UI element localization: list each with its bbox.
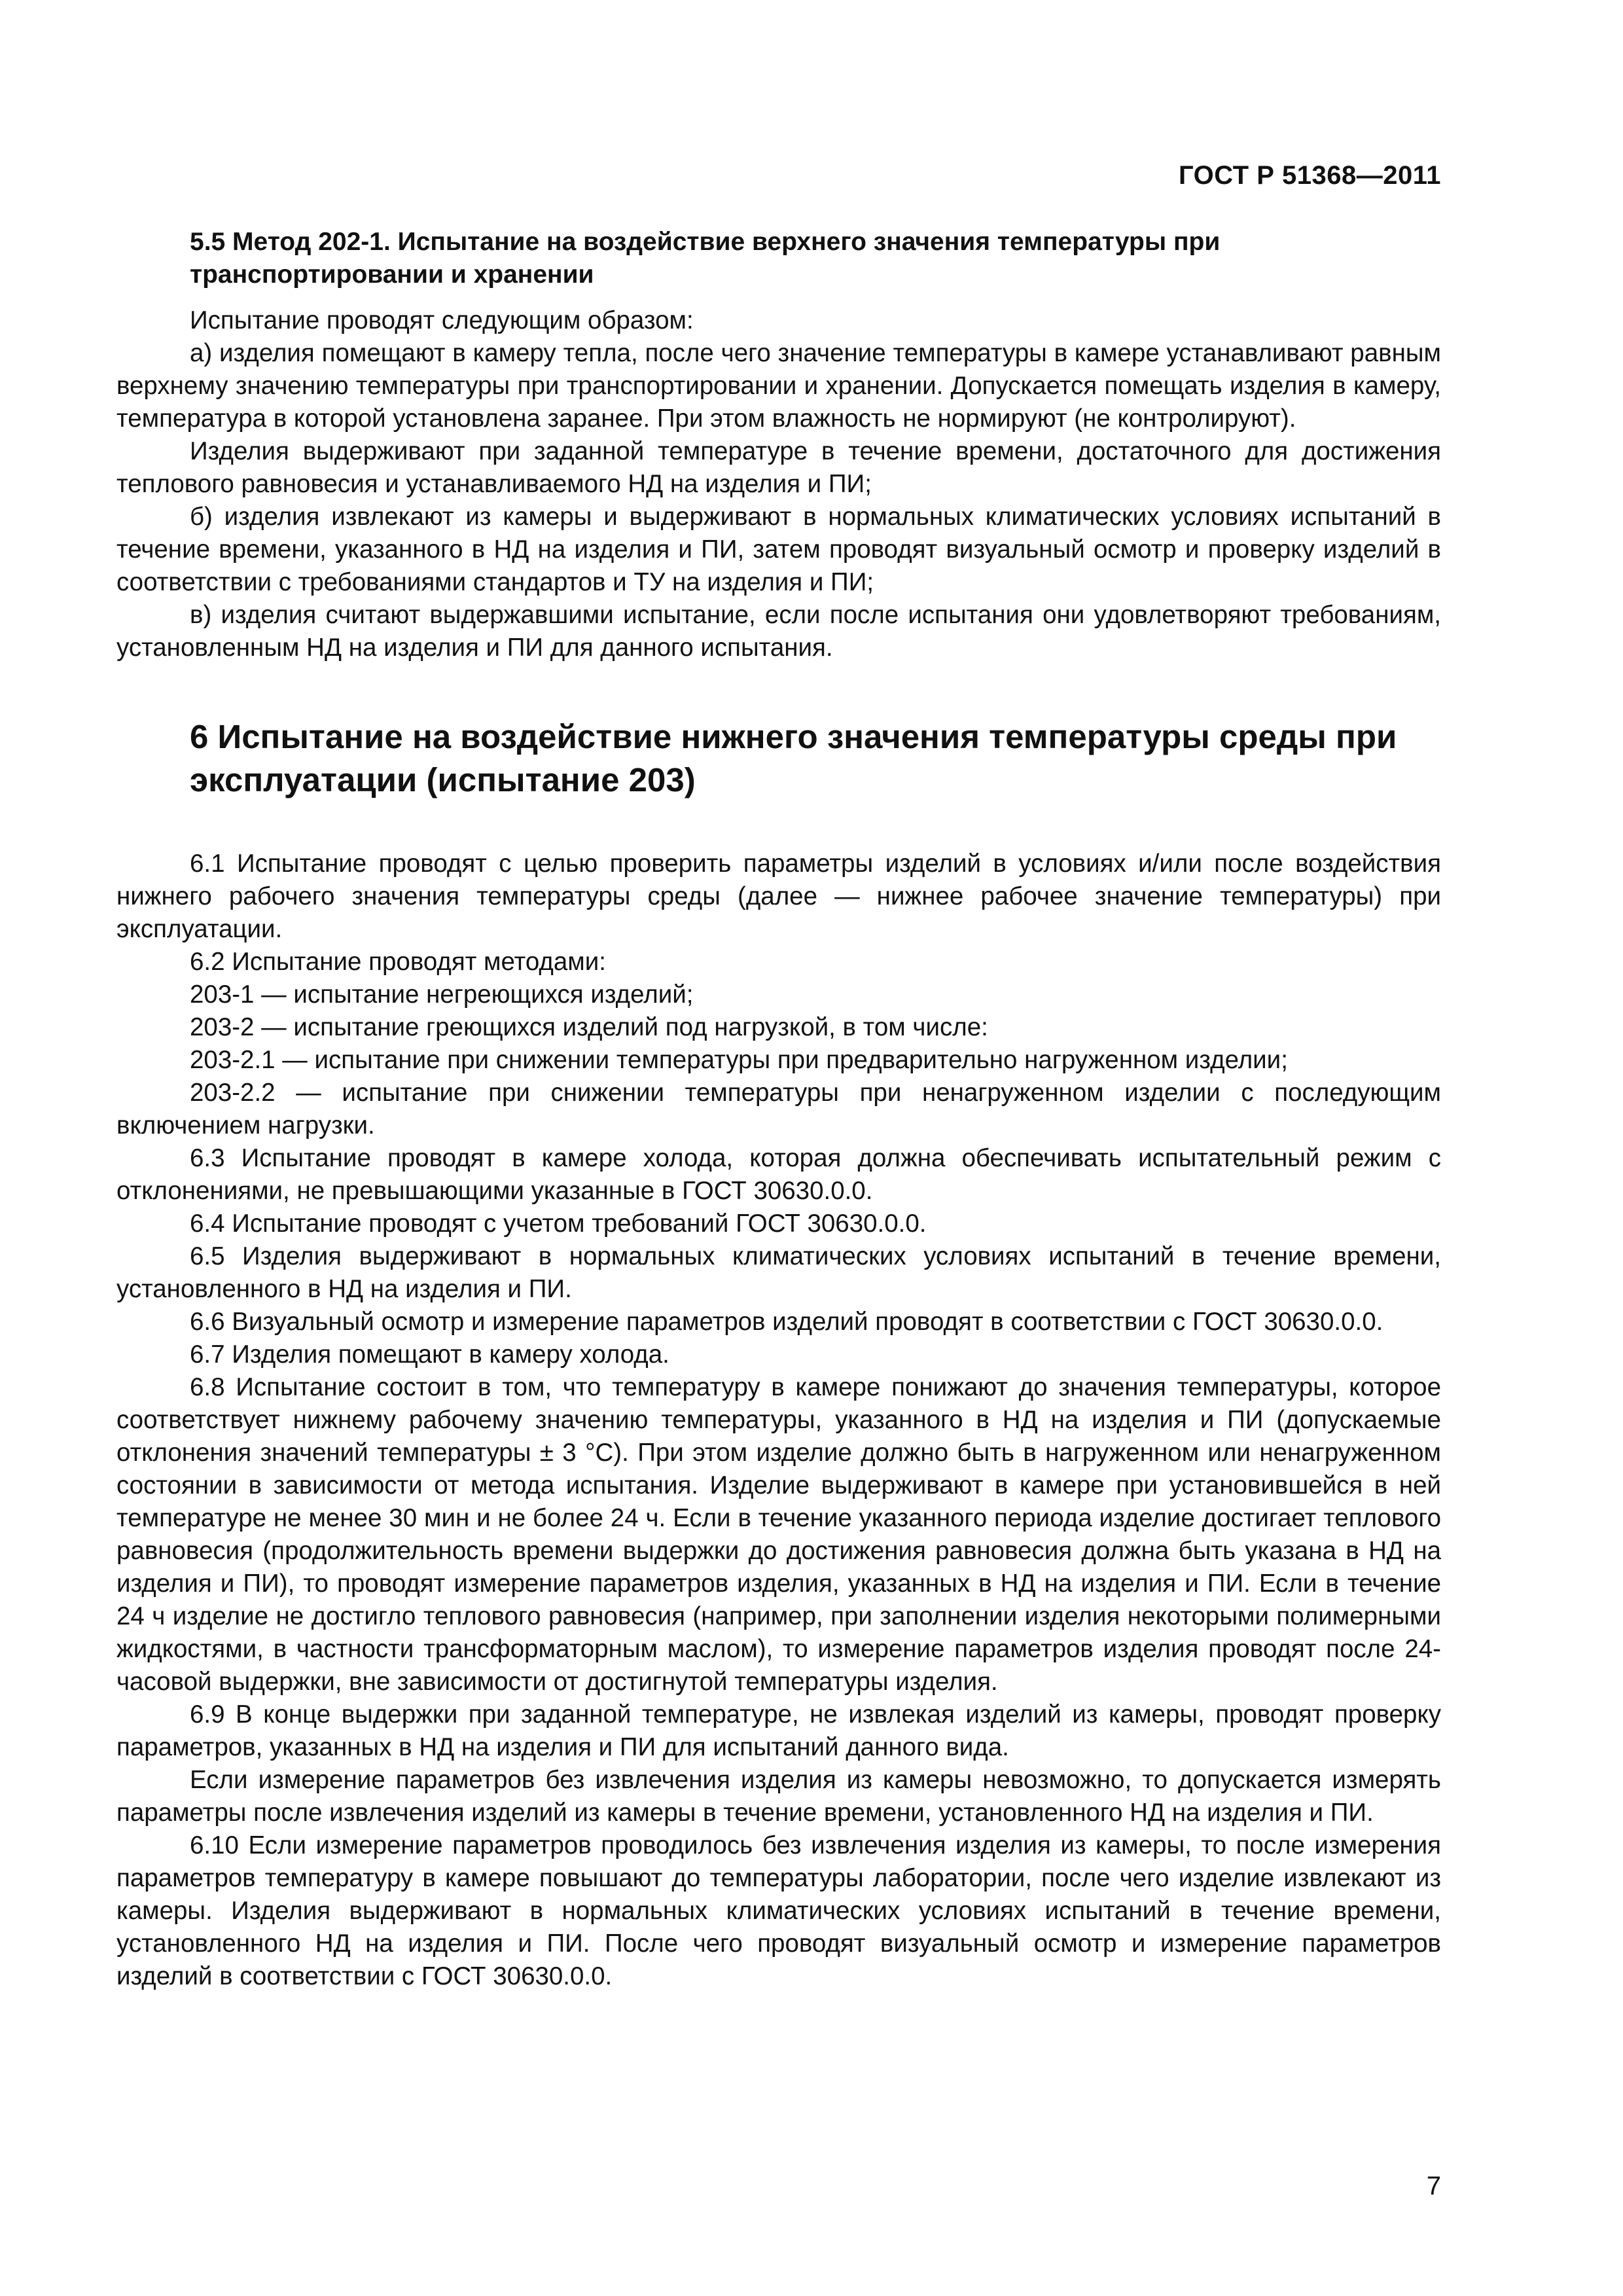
paragraph: 6.8 Испытание состоит в том, что температуру в камере понижают до значения температуры, которое соответствует нижнему рабочему значению температуры, указанного в НД на изделия и ПИ (допускаемые отклонения значений температуры ± 3 °С). При этом изделие должно быть в нагруженном или ненагруженном состоянии в зависимости от метода испытания. Изделие выдерживают в камере при установившейся в ней температуре не менее 30 мин и не более 24 ч. Если в течение указанного периода изделие достигает теплового равновесия (продолжительность времени выдержки до достижения равновесия должна быть указана в НД на изделия и ПИ), то проводят измерение параметров изделия, указанных в НД на изделия и ПИ. Если в течение 24 ч изделие не достигло теплового равновесия (например, при заполнении изделия некоторыми полимерными жидкостями, в частности трансформаторным маслом), то измерение параметров изделия проводят после 24-часовой выдержки, вне зависимости от достигнутой температуры изделия. [116,1373,1441,1696]
paragraph: 6.5 Изделия выдерживают в нормальных климатических условиях испытаний в течение времени, установленного в НД на изделия и ПИ. [116,1242,1441,1303]
paragraph: в) изделия считают выдержавшими испытание, если после испытания они удовлетворяют требованиям, установленным НД на изделия и ПИ для данного испытания. [116,601,1441,662]
paragraph: 203-2 — испытание греющихся изделий под нагрузкой, в том числе: [190,1013,988,1041]
paragraph: 6.3 Испытание проводят в камере холода, которая должна обеспечивать испытательный режим с отклонениями, не превышающими указанные в ГОСТ 30630.0.0. [116,1144,1441,1205]
paragraph: 6.9 В конце выдержки при заданной температуре, не извлекая изделий из камеры, проводят проверку параметров, указанных в НД на изделия и ПИ для испытаний данного вида. [116,1700,1441,1761]
paragraph: 203-2.2 — испытание при снижении температуры при ненагруженном изделии с последующим включением нагрузки. [116,1079,1441,1139]
paragraph: а) изделия помещают в камеру тепла, после чего значение температуры в камере устанавливают равным верхнему значению температуры при транспортировании и хранении. Допускается помещать изделия в камеру, температура в которой установлена заранее. При этом влажность не нормируют (не контролируют). [116,339,1441,433]
paragraph: 6.10 Если измерение параметров проводилось без извлечения изделия из камеры, то после измерения параметров температуру в камере повышают до температуры лаборатории, после чего изделие извлекают из камеры. Изделия выдерживают в нормальных климатических условиях испытаний в течение времени, установленного НД на изделия и ПИ. После чего проводят визуальный осмотр и измерение параметров изделий в соответствии с ГОСТ 30630.0.0. [116,1831,1441,1990]
paragraph: 6.4 Испытание проводят с учетом требований ГОСТ 30630.0.0. [190,1210,927,1238]
paragraph: Испытание проводят следующим образом: [190,306,694,334]
standard-header: ГОСТ Р 51368—2011 [1179,161,1441,190]
paragraph: 203-2.1 — испытание при снижении температуры при предварительно нагруженном изделии; [190,1046,1288,1074]
paragraph: 6.7 Изделия помещают в камеру холода. [190,1340,669,1369]
paragraph: 6.2 Испытание проводят методами: [190,948,606,976]
paragraph: Если измерение параметров без извлечения изделия из камеры невозможно, то допускается измерять параметры после извлечения изделий из камеры в течение времени, установленного НД на изделия и ПИ. [116,1766,1441,1827]
document-body [116,226,1441,1993]
paragraph: 6.1 Испытание проводят с целью проверить параметры изделий в условиях и/или после воздействия нижнего рабочего значения температуры среды (далее — нижнее рабочее значение температуры) при эксплуатации. [116,850,1441,943]
page-number: 7 [1426,2172,1441,2200]
paragraph: б) изделия извлекают из камеры и выдерживают в нормальных климатических условиях испытаний в течение времени, указанного в НД на изделия и ПИ, затем проводят визуальный осмотр и проверку изделий в соответствии с требованиями стандартов и ТУ на изделия и ПИ; [116,503,1441,596]
section-5-5-heading: 5.5 Метод 202-1. Испытание на воздействие верхнего значения температуры при транспортировании и хранении [190,228,1221,289]
paragraph: 6.6 Визуальный осмотр и измерение параметров изделий проводят в соответствии с ГОСТ 30630.0.0. [190,1308,1383,1336]
section-6-heading: 6 Испытание на воздействие нижнего значения температуры среды при эксплуатации (испытание 203) [190,718,1397,798]
paragraph: Изделия выдерживают при заданной температуре в течение времени, достаточного для достижения теплового равновесия и устанавливаемого НД на изделия и ПИ; [116,437,1441,498]
paragraph: 203-1 — испытание негреющихся изделий; [190,980,694,1009]
